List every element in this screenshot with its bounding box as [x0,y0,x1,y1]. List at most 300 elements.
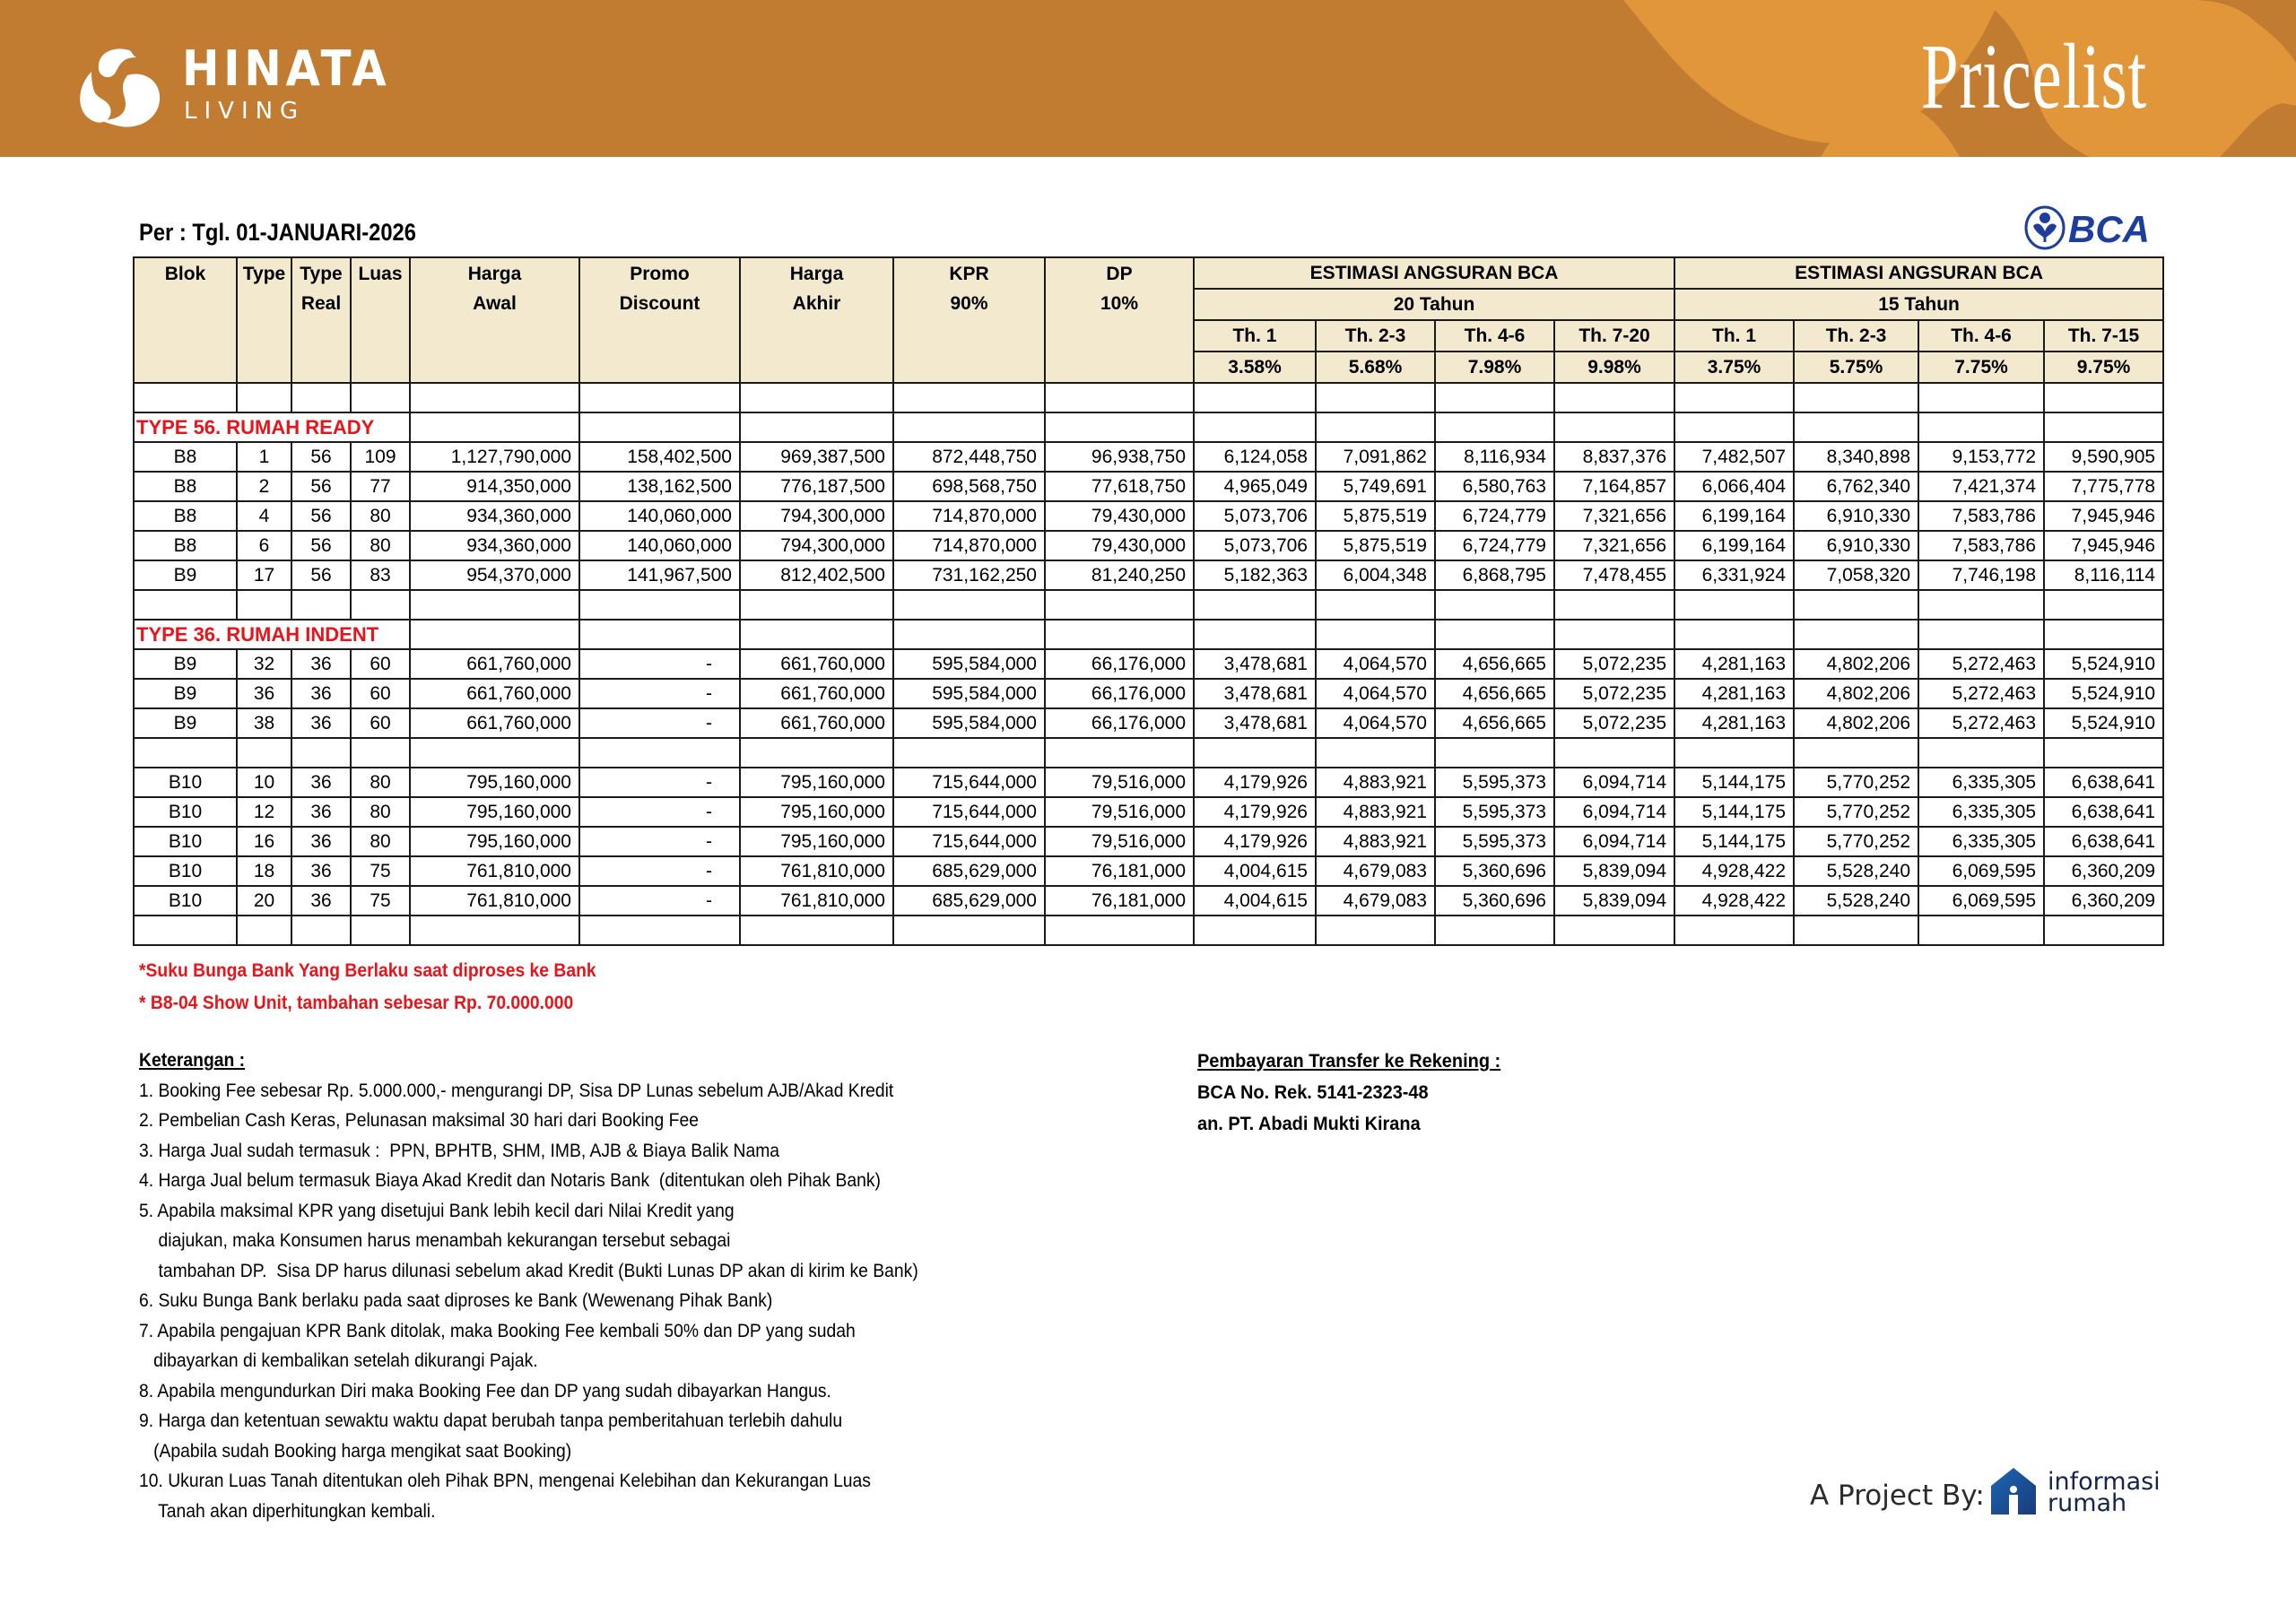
informasi-rumah-house-icon [1991,1468,2036,1515]
empty-cell [1918,916,2044,945]
partner-name-line1: informasi [2048,1468,2161,1496]
rate-header: 7.75% [1918,352,2044,383]
table-cell: B10 [134,886,237,916]
table-cell: 32 [237,649,291,679]
project-by-label: A Project By: [1810,1480,1985,1512]
footnote-show-unit: * B8-04 Show Unit, tambahan sebesar Rp. 70.000.000 [139,993,574,1013]
empty-cell [579,383,740,412]
table-cell: 7,321,656 [1554,531,1674,560]
table-cell: 79,516,000 [1045,827,1194,856]
table-cell: 4,928,422 [1674,886,1794,916]
empty-cell [740,412,893,442]
empty-cell [740,590,893,620]
table-cell: 20 [237,886,291,916]
empty-cell [1794,620,1918,649]
notes-heading: Keterangan : [139,1050,246,1071]
note-line: 3. Harga Jual sudah termasuk : PPN, BPHTB, SHM, IMB, AJB & Biaya Balik Nama [139,1140,780,1161]
table-cell: 6,094,714 [1554,827,1674,856]
table-cell: 36 [291,886,351,916]
col-header-harga-awal: Harga Awal [410,257,579,383]
table-cell: B10 [134,827,237,856]
rate-header: 7.98% [1435,352,1554,383]
empty-cell [2044,620,2163,649]
hinata-logo-icon [74,45,169,131]
notes-section [139,1046,918,1526]
table-cell: 761,810,000 [740,856,893,886]
table-cell: 2 [237,472,291,501]
table-cell: 872,448,750 [893,442,1045,472]
table-cell: 715,644,000 [893,827,1045,856]
table-cell: 5,528,240 [1794,886,1918,916]
table-cell: 5,875,519 [1316,531,1435,560]
note-line: 4. Harga Jual belum termasuk Biaya Akad Kredit dan Notaris Bank (ditentukan oleh Pihak Bank) [139,1170,881,1191]
note-line: 9. Harga dan ketentuan sewaktu waktu dapat berubah tanpa pemberitahuan terlebih dahulu [139,1410,843,1431]
table-row [134,679,2163,708]
rate-header: 3.75% [1674,352,1794,383]
note-line: 10. Ukuran Luas Tanah ditentukan oleh Pihak BPN, mengenai Kelebihan dan Kekurangan Luas [139,1471,871,1491]
table-cell: 7,164,857 [1554,472,1674,501]
empty-cell [1194,412,1316,442]
table-cell: 17 [237,560,291,590]
table-cell: 4,965,049 [1194,472,1316,501]
empty-cell [291,383,351,412]
table-cell: 776,187,500 [740,472,893,501]
table-cell: 5,272,463 [1918,649,2044,679]
empty-cell [1194,620,1316,649]
table-cell: 685,629,000 [893,886,1045,916]
table-cell: 6,331,924 [1674,560,1794,590]
empty-cell [351,383,410,412]
table-cell: 6,724,779 [1435,531,1554,560]
table-cell: 5,595,373 [1435,827,1554,856]
footnote-interest-rate: *Suku Bunga Bank Yang Berlaku saat diproses ke Bank [139,960,596,981]
empty-cell [1554,738,1674,768]
empty-cell [1674,412,1794,442]
note-line: diajukan, maka Konsumen harus menambah kekurangan tersebut sebagai [139,1230,731,1251]
col-header-harga-akhir: Harga Akhir [740,257,893,383]
table-cell: 595,584,000 [893,679,1045,708]
empty-cell [291,916,351,945]
table-cell: 75 [351,886,410,916]
table-cell: B8 [134,531,237,560]
table-cell: 595,584,000 [893,708,1045,738]
table-cell: 761,810,000 [410,856,579,886]
table-cell: 79,516,000 [1045,797,1194,827]
empty-cell [1316,383,1435,412]
table-cell: 6,724,779 [1435,501,1554,531]
table-cell: 4,179,926 [1194,797,1316,827]
table-cell: 5,749,691 [1316,472,1435,501]
empty-cell [893,738,1045,768]
table-cell: 36 [291,856,351,886]
table-cell: 79,430,000 [1045,531,1194,560]
table-cell: 6,199,164 [1674,501,1794,531]
table-cell: 6 [237,531,291,560]
empty-cell [1674,916,1794,945]
empty-cell [410,620,579,649]
period-header: Th. 1 [1674,320,1794,352]
table-cell: 81,240,250 [1045,560,1194,590]
table-cell: 140,060,000 [579,531,740,560]
empty-cell [1435,916,1554,945]
empty-cell [1316,620,1435,649]
table-cell: 1 [237,442,291,472]
empty-cell [893,916,1045,945]
empty-cell [410,383,579,412]
table-row [134,827,2163,856]
table-cell: 36 [291,768,351,797]
table-cell: 36 [237,679,291,708]
col-header-luas: Luas [351,257,410,383]
notes-list [139,1076,918,1527]
empty-cell [1194,916,1316,945]
table-row [134,708,2163,738]
rate-header: 5.68% [1316,352,1435,383]
table-cell: 7,746,198 [1918,560,2044,590]
table-cell: 6,069,595 [1918,856,2044,886]
empty-cell [1045,916,1194,945]
table-cell: B10 [134,856,237,886]
brand-name: HINATA [182,40,391,97]
empty-cell [1554,916,1674,945]
table-cell: 5,144,175 [1674,827,1794,856]
header-banner [0,0,2296,157]
empty-cell [237,738,291,768]
empty-cell [1794,916,1918,945]
note-line: 6. Suku Bunga Bank berlaku pada saat diproses ke Bank (Wewenang Pihak Bank) [139,1290,773,1311]
table-cell: 75 [351,856,410,886]
table-cell: 76,181,000 [1045,856,1194,886]
table-cell: 36 [291,679,351,708]
table-cell: B8 [134,501,237,531]
table-cell: 969,387,500 [740,442,893,472]
note-line: 2. Pembelian Cash Keras, Pelunasan maksimal 30 hari dari Booking Fee [139,1110,699,1131]
table-cell: 4,883,921 [1316,797,1435,827]
empty-cell [893,620,1045,649]
table-cell: - [579,708,740,738]
table-cell: 4,281,163 [1674,649,1794,679]
bca-logo-text: BCA [2068,208,2150,250]
table-cell: 5,524,910 [2044,679,2163,708]
empty-cell [1674,738,1794,768]
table-cell: 4,004,615 [1194,886,1316,916]
table-cell: 5,182,363 [1194,560,1316,590]
empty-cell [291,738,351,768]
table-cell: 66,176,000 [1045,649,1194,679]
tenor-header-15: 15 Tahun [1674,289,2163,320]
empty-cell [1435,620,1554,649]
table-cell: 10 [237,768,291,797]
table-cell: B9 [134,649,237,679]
table-cell: 714,870,000 [893,501,1045,531]
col-header-promo-discount: Promo Discount [579,257,740,383]
table-cell: 5,875,519 [1316,501,1435,531]
section-row [134,620,2163,649]
empty-cell [237,383,291,412]
table-cell: 12 [237,797,291,827]
empty-cell [1194,590,1316,620]
empty-cell [1316,590,1435,620]
table-cell: 715,644,000 [893,768,1045,797]
note-line: (Apabila sudah Booking harga mengikat saat Booking) [139,1440,572,1462]
price-table [133,256,2164,946]
table-cell: 4,883,921 [1316,827,1435,856]
table-cell: 9,590,905 [2044,442,2163,472]
table-cell: 109 [351,442,410,472]
empty-cell [1918,590,2044,620]
table-cell: 812,402,500 [740,560,893,590]
table-cell: 661,760,000 [410,649,579,679]
table-cell: 7,482,507 [1674,442,1794,472]
table-cell: 3,478,681 [1194,679,1316,708]
empty-cell [410,412,579,442]
empty-cell [893,590,1045,620]
table-cell: 7,775,778 [2044,472,2163,501]
table-cell: - [579,886,740,916]
table-cell: 5,073,706 [1194,531,1316,560]
table-cell: - [579,679,740,708]
empty-cell [351,738,410,768]
table-cell: B9 [134,679,237,708]
table-cell: 5,073,706 [1194,501,1316,531]
table-cell: 4,064,570 [1316,649,1435,679]
table-cell: 795,160,000 [410,797,579,827]
table-cell: 954,370,000 [410,560,579,590]
table-cell: 9,153,772 [1918,442,2044,472]
table-cell: 5,770,252 [1794,827,1918,856]
empty-cell [1435,412,1554,442]
table-cell: 794,300,000 [740,501,893,531]
empty-cell [1674,620,1794,649]
table-cell: 66,176,000 [1045,679,1194,708]
table-cell: 7,583,786 [1918,531,2044,560]
table-cell: 1,127,790,000 [410,442,579,472]
empty-cell [2044,738,2163,768]
empty-cell [1045,738,1194,768]
spacer-row [134,916,2163,945]
table-cell: 7,058,320 [1794,560,1918,590]
table-cell: 4,802,206 [1794,649,1918,679]
period-header: Th. 2-3 [1794,320,1918,352]
table-cell: 6,004,348 [1316,560,1435,590]
section-row [134,412,2163,442]
transfer-heading: Pembayaran Transfer ke Rekening : [1197,1051,1501,1072]
account-holder: an. PT. Abadi Mukti Kirana [1197,1114,1421,1134]
table-cell: 7,945,946 [2044,501,2163,531]
table-cell: - [579,768,740,797]
table-cell: 934,360,000 [410,501,579,531]
table-cell: 4,883,921 [1316,768,1435,797]
empty-cell [579,738,740,768]
period-header: Th. 2-3 [1316,320,1435,352]
table-cell: 7,945,946 [2044,531,2163,560]
table-cell: - [579,797,740,827]
table-row [134,768,2163,797]
table-cell: 5,072,235 [1554,649,1674,679]
table-cell: 16 [237,827,291,856]
table-cell: 6,910,330 [1794,531,1918,560]
table-cell: 4,679,083 [1316,886,1435,916]
empty-cell [2044,916,2163,945]
empty-cell [1045,590,1194,620]
empty-cell [579,916,740,945]
table-cell: 4 [237,501,291,531]
table-cell: 794,300,000 [740,531,893,560]
table-cell: 56 [291,501,351,531]
empty-cell [2044,590,2163,620]
bank-account-number: BCA No. Rek. 5141-2323-48 [1197,1082,1429,1103]
note-line: 8. Apabila mengundurkan Diri maka Booking Fee dan DP yang sudah dibayarkan Hangus. [139,1380,831,1402]
table-cell: 4,064,570 [1316,679,1435,708]
table-cell: 5,144,175 [1674,768,1794,797]
table-cell: 6,199,164 [1674,531,1794,560]
table-cell: 5,360,696 [1435,886,1554,916]
period-header: Th. 1 [1194,320,1316,352]
section-title: TYPE 36. RUMAH INDENT [134,620,410,649]
empty-cell [410,916,579,945]
table-cell: 661,760,000 [410,679,579,708]
table-cell: 4,928,422 [1674,856,1794,886]
table-cell: 795,160,000 [740,797,893,827]
table-cell: 77,618,750 [1045,472,1194,501]
table-cell: 6,580,763 [1435,472,1554,501]
table-cell: 6,094,714 [1554,768,1674,797]
empty-cell [1316,412,1435,442]
note-line: dibayarkan di kembalikan setelah dikurangi Pajak. [139,1350,538,1371]
col-header-dp: DP 10% [1045,257,1194,383]
table-cell: 7,321,656 [1554,501,1674,531]
empty-cell [410,590,579,620]
table-cell: 6,066,404 [1674,472,1794,501]
table-cell: 60 [351,708,410,738]
empty-cell [893,383,1045,412]
table-cell: 36 [291,827,351,856]
table-row [134,560,2163,590]
rate-header: 3.58% [1194,352,1316,383]
period-header: Th. 7-20 [1554,320,1674,352]
table-cell: 36 [291,649,351,679]
empty-cell [1674,383,1794,412]
table-cell: 6,762,340 [1794,472,1918,501]
table-cell: 795,160,000 [410,768,579,797]
empty-cell [579,412,740,442]
empty-cell [1045,620,1194,649]
table-cell: B10 [134,797,237,827]
note-line: 1. Booking Fee sebesar Rp. 5.000.000,- mengurangi DP, Sisa DP Lunas sebelum AJB/Akad Kredit [139,1080,894,1101]
table-cell: 761,810,000 [740,886,893,916]
note-line: 7. Apabila pengajuan KPR Bank ditolak, maka Booking Fee kembali 50% dan DP yang sudah [139,1320,856,1341]
table-cell: 685,629,000 [893,856,1045,886]
table-cell: 38 [237,708,291,738]
empty-cell [1794,412,1918,442]
table-cell: 66,176,000 [1045,708,1194,738]
table-cell: 8,116,114 [2044,560,2163,590]
empty-cell [1194,383,1316,412]
empty-cell [1045,412,1194,442]
table-cell: 5,524,910 [2044,708,2163,738]
table-cell: 661,760,000 [740,649,893,679]
page-title: Pricelist [1921,25,2147,128]
empty-cell [893,412,1045,442]
empty-cell [134,383,237,412]
table-cell: 5,839,094 [1554,886,1674,916]
table-cell: 6,094,714 [1554,797,1674,827]
empty-cell [1554,620,1674,649]
table-cell: 56 [291,560,351,590]
table-cell: 4,179,926 [1194,768,1316,797]
empty-cell [1918,620,2044,649]
table-cell: 5,072,235 [1554,708,1674,738]
table-cell: 4,004,615 [1194,856,1316,886]
table-cell: 661,760,000 [740,679,893,708]
note-line: tambahan DP. Sisa DP harus dilunasi sebelum akad Kredit (Bukti Lunas DP akan di kirim ke Bank) [139,1260,918,1281]
col-header-type-real: Type Real [291,257,351,383]
table-cell: B9 [134,708,237,738]
table-cell: 80 [351,797,410,827]
empty-cell [1435,590,1554,620]
table-cell: 6,360,209 [2044,856,2163,886]
table-cell: 6,069,595 [1918,886,2044,916]
period-header: Th. 4-6 [1435,320,1554,352]
table-cell: 60 [351,649,410,679]
empty-cell [410,738,579,768]
table-cell: 795,160,000 [740,768,893,797]
empty-cell [1316,916,1435,945]
empty-cell [740,738,893,768]
empty-cell [291,590,351,620]
table-cell: 4,281,163 [1674,679,1794,708]
table-cell: 60 [351,679,410,708]
table-cell: 761,810,000 [410,886,579,916]
table-cell: B8 [134,472,237,501]
empty-cell [134,916,237,945]
table-cell: 5,595,373 [1435,797,1554,827]
col-header-kpr: KPR 90% [893,257,1045,383]
table-cell: 4,679,083 [1316,856,1435,886]
rate-header: 5.75% [1794,352,1918,383]
spacer-row [134,590,2163,620]
table-cell: 8,837,376 [1554,442,1674,472]
empty-cell [740,620,893,649]
table-cell: - [579,856,740,886]
table-cell: 6,868,795 [1435,560,1554,590]
table-cell: 7,583,786 [1918,501,2044,531]
table-cell: 36 [291,708,351,738]
col-header-blok: Blok [134,257,237,383]
note-line: 5. Apabila maksimal KPR yang disetujui Bank lebih kecil dari Nilai Kredit yang [139,1200,735,1221]
table-cell: 141,967,500 [579,560,740,590]
table-cell: 83 [351,560,410,590]
group-header-estimasi-20: ESTIMASI ANGSURAN BCA [1194,257,1674,289]
table-row [134,797,2163,827]
empty-cell [579,620,740,649]
table-cell: 5,360,696 [1435,856,1554,886]
empty-cell [1918,738,2044,768]
empty-cell [1918,383,2044,412]
table-cell: 6,124,058 [1194,442,1316,472]
note-line: Tanah akan diperhitungkan kembali. [139,1500,436,1522]
empty-cell [134,590,237,620]
table-cell: 7,478,455 [1554,560,1674,590]
table-cell: 595,584,000 [893,649,1045,679]
table-cell: 8,340,898 [1794,442,1918,472]
empty-cell [1435,738,1554,768]
table-cell: 5,770,252 [1794,797,1918,827]
table-cell: 5,072,235 [1554,679,1674,708]
table-cell: 5,272,463 [1918,679,2044,708]
table-body [134,383,2163,945]
table-cell: B8 [134,442,237,472]
